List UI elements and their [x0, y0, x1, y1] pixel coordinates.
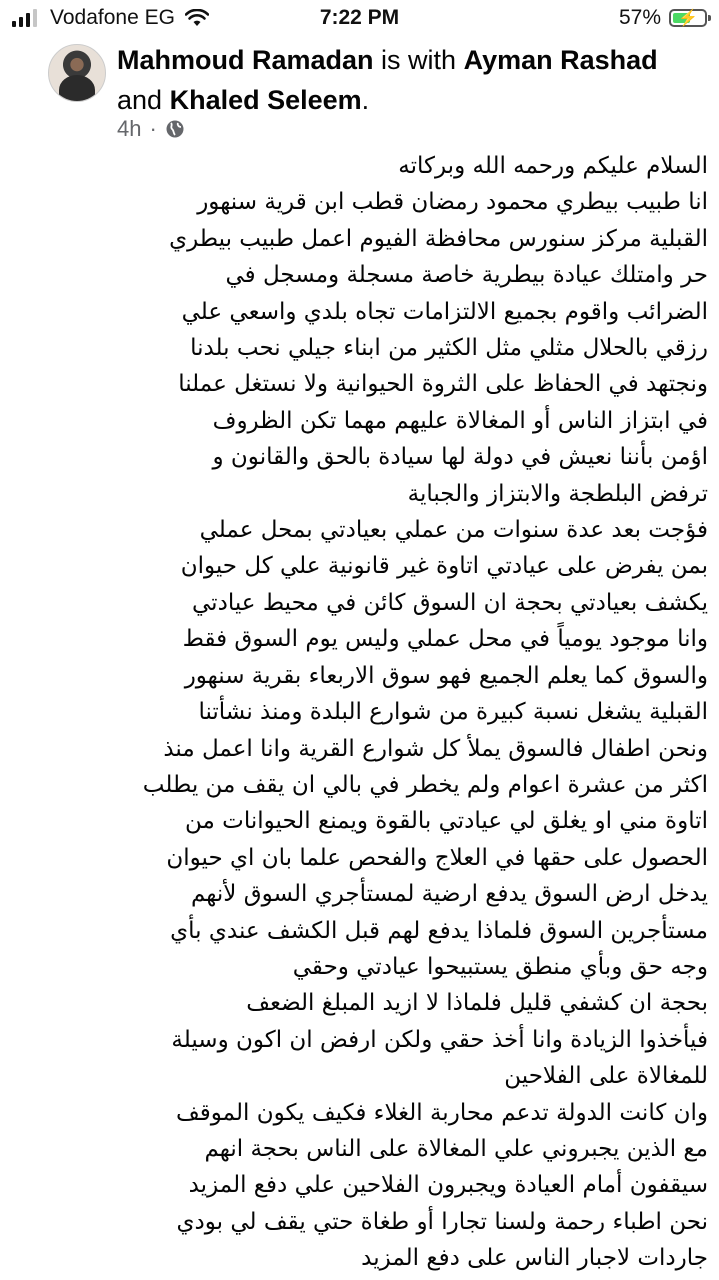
tagged-user-2[interactable]: Khaled Seleem [169, 85, 362, 115]
status-right [619, 6, 707, 30]
battery-cap [708, 15, 711, 21]
bolt-icon: ⚡ [678, 10, 698, 27]
post-text-line: والسوق كما يعلم الجميع فهو سوق الاربعاء بقرية سنهور [184, 662, 708, 689]
post-text-line: الضرائب واقوم بجميع الالتزامات تجاه بلدي واسعي علي [181, 298, 708, 325]
post-text-line: ونحن اطفال فالسوق يملأ كل شوارع القرية وانا اعمل منذ [163, 735, 708, 762]
post-time[interactable]: 4h [117, 116, 142, 141]
battery-percent: 57% [618, 6, 661, 29]
post-text-line: فيأخذوا الزيادة وانا أخذ حقي ولكن ارفض ان اكون وسيلة [171, 1026, 708, 1053]
globe-icon[interactable] [165, 119, 185, 139]
meta-separator: · [149, 116, 157, 141]
post-text-line: الحصول على حقها في العلاج والفحص علما بان اي حيوان [166, 844, 708, 871]
author-avatar[interactable] [48, 44, 106, 102]
post-text-line: بحجة ان كشفي قليل فلماذا لا ازيد المبلغ الضعف [246, 990, 708, 1017]
post-text-line: ترفض البلطجة والابتزاز والجباية [407, 480, 708, 507]
post-header [117, 40, 677, 120]
and-text: and [117, 85, 163, 115]
post-text-line: نحن اطباء رحمة ولسنا تجارا أو طغاة حتي يقف لي بودي [176, 1208, 708, 1235]
post-text-line: مستأجرين السوق فلماذا يدفع لهم قبل الكشف عندي بأي [170, 917, 708, 944]
post-text-line: في ابتزاز الناس أو المغالاة عليهم مهما تكن الظروف [212, 407, 708, 434]
post-text-line: وانا موجود يومياً في محل عملي وليس يوم السوق فقط [182, 626, 708, 653]
post-text-line: وان كانت الدولة تدعم محاربة الغلاء فكيف يكون الموقف [176, 1099, 708, 1126]
author-name[interactable]: Mahmoud Ramadan [117, 45, 374, 75]
post-text-line: اؤمن بأننا نعيش في دولة لها سيادة بالحق والقانون و [212, 444, 708, 471]
post-text-line: فؤجت بعد عدة سنوات من عملي بعيادتي بمحل عملي [199, 517, 708, 544]
post-text-line: اتاوة مني او يغلق لي عيادتي بالقوة ويمنع الحيوانات من [185, 808, 708, 835]
header-period: . [361, 85, 370, 115]
post-text-line: حر وامتلك عيادة بيطرية خاصة مسجلة ومسجل في [225, 262, 708, 289]
post-text-line: سيقفون أمام العيادة ويجبرون الفلاحين علي دفع المزيد [188, 1172, 708, 1199]
post-text-line: السلام عليكم ورحمه الله وبركاته [398, 153, 708, 179]
post-text-line: ونجتهد في الحفاظ على الثروة الحيوانية ولا نستغل عملنا [178, 371, 708, 398]
status-bar [0, 0, 719, 38]
post-text-line: مع الذين يجبروني علي المغالاة على الناس بحجة انهم [204, 1135, 708, 1162]
avatar-figure [59, 75, 95, 102]
post-text-line: القبلية يشغل نسبة كبيرة من شوارع البلدة ومنذ نشأتنا [198, 699, 708, 726]
post-text-line: يدخل ارض السوق يدفع ارضية لمستأجري السوق لأنهم [191, 881, 708, 908]
post-text-line: جاردات لاجبار الناس على دفع المزيد [361, 1245, 708, 1272]
post-body [16, 148, 708, 1277]
post-text-line: رزقي بالحلال مثلي مثل الكثير من ابناء جيلي نحب بلدنا [190, 335, 708, 362]
post-text-line: بمن يفرض على عيادتي اتاوة غير قانونية علي كل حيوان [180, 553, 708, 580]
post-text-line: اكثر من عشرة اعوام ولم يخطر في بالي ان يقف من يطلب [142, 771, 708, 798]
post-text-line: القبلية مركز سنورس محافظة الفيوم اعمل طبيب بيطري [169, 225, 708, 252]
post-text-line: للمغالاة على الفلاحين [504, 1063, 708, 1090]
post-text-line: انا طبيب بيطري محمود رمضان قطب ابن قرية سنهور [197, 189, 708, 216]
post-text-line: وجه حق وبأي منطق يستبيحوا عيادتي وحقي [292, 953, 708, 980]
tagged-user-1[interactable]: Ayman Rashad [463, 45, 658, 75]
battery-icon [669, 9, 707, 27]
carrier-name: Vodafone EG [50, 6, 175, 29]
status-time: 7:22 PM [319, 6, 400, 29]
with-text: is with [381, 45, 457, 75]
post-meta [117, 116, 185, 142]
post-text-line: يكشف بعيادتي بحجة ان السوق كائن في محيط عيادتي [192, 589, 708, 616]
